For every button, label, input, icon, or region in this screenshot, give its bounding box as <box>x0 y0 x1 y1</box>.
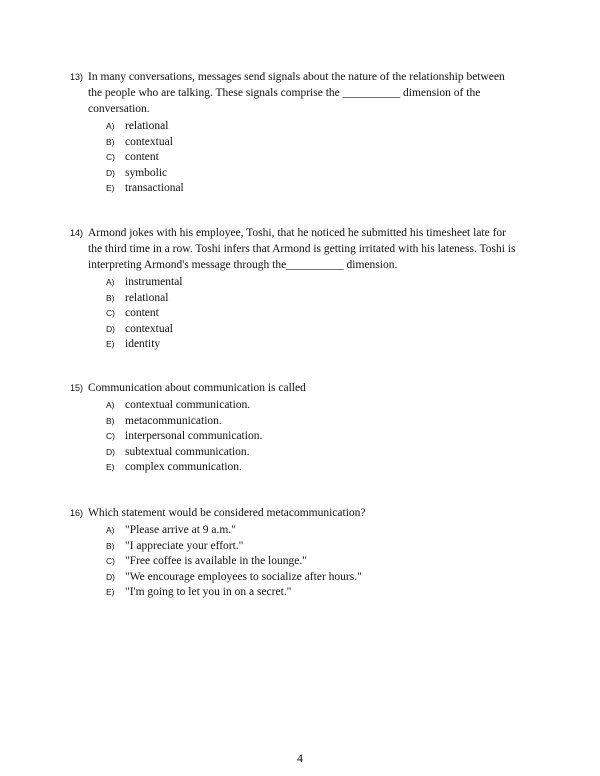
option-letter: B) <box>106 540 115 551</box>
option-text: "Please arrive at 9 a.m." <box>125 524 236 536</box>
option-text: metacommunication. <box>125 414 222 427</box>
option-e <box>70 585 520 601</box>
option-letter: C) <box>106 308 115 318</box>
option-text: content <box>125 307 159 319</box>
page-number: 4 <box>297 751 303 765</box>
question-line: Armond jokes with his employee, Toshi, that he noticed he submitted his timesheet late for <box>88 227 507 239</box>
option-letter: A) <box>106 121 115 131</box>
option-letter: D) <box>106 571 115 582</box>
option-letter: C) <box>106 431 115 441</box>
answer-options <box>70 398 520 476</box>
answer-options <box>70 119 520 197</box>
option-text: "We encourage employees to socialize after hours." <box>125 570 362 583</box>
option-text: contextual <box>125 322 173 335</box>
question-number: 16) <box>70 508 84 518</box>
option-b <box>70 539 520 555</box>
question-16 <box>70 505 520 601</box>
question-text <box>88 69 520 117</box>
option-text: "I appreciate your effort." <box>125 539 244 552</box>
option-letter: B) <box>106 415 115 426</box>
answer-options <box>70 275 520 353</box>
question-stem <box>70 380 520 396</box>
option-c <box>70 306 520 322</box>
question-text <box>88 225 520 273</box>
option-d <box>70 322 520 338</box>
option-text: identity <box>125 338 161 350</box>
option-c <box>70 150 520 166</box>
option-letter: C) <box>106 556 115 566</box>
option-text: "I'm going to let you in on a secret." <box>125 586 292 598</box>
option-text: transactional <box>125 182 184 194</box>
option-letter: B) <box>106 292 115 303</box>
option-b <box>70 291 520 307</box>
option-letter: D) <box>106 446 115 457</box>
option-letter: E) <box>106 183 115 193</box>
option-letter: E) <box>106 587 115 597</box>
question-14 <box>70 225 520 353</box>
question-line: the people who are talking. These signals comprise the __________ dimension of the <box>88 87 481 99</box>
option-letter: B) <box>106 136 115 147</box>
option-a <box>70 523 520 539</box>
option-b <box>70 414 520 430</box>
option-letter: D) <box>106 323 115 334</box>
question-stem <box>70 69 520 117</box>
option-e <box>70 460 520 476</box>
option-text: instrumental <box>125 276 183 288</box>
question-line: Communication about communication is called <box>88 382 306 394</box>
option-text: relational <box>125 120 169 132</box>
option-letter: E) <box>106 339 115 349</box>
option-a <box>70 119 520 135</box>
question-number: 14) <box>70 228 84 238</box>
question-line: the third time in a row. Toshi infers that Armond is getting irritated with his lateness. Toshi is <box>88 243 516 255</box>
option-e <box>70 337 520 353</box>
option-d <box>70 445 520 461</box>
question-15 <box>70 380 520 476</box>
question-text <box>88 380 520 396</box>
option-text: symbolic <box>125 166 168 179</box>
option-letter: A) <box>106 525 115 535</box>
option-text: complex communication. <box>125 461 242 473</box>
option-b <box>70 135 520 151</box>
question-line: conversation. <box>88 103 150 115</box>
question-line: In many conversations, messages send signals about the nature of the relationship between <box>88 71 505 83</box>
option-letter: A) <box>106 400 115 410</box>
question-number: 13) <box>70 72 84 82</box>
option-letter: D) <box>106 167 115 178</box>
option-d <box>70 166 520 182</box>
question-13 <box>70 69 520 197</box>
option-text: "Free coffee is available in the lounge." <box>125 555 307 567</box>
option-c <box>70 554 520 570</box>
option-d <box>70 570 520 586</box>
option-a <box>70 275 520 291</box>
question-line: Which statement would be considered metacommunication? <box>88 507 366 519</box>
question-number: 15) <box>70 383 84 393</box>
question-stem <box>70 225 520 273</box>
option-text: content <box>125 151 159 163</box>
option-text: contextual <box>125 135 173 148</box>
question-line: interpreting Armond's message through the__________ dimension. <box>88 259 398 271</box>
question-text <box>88 505 520 521</box>
option-c <box>70 429 520 445</box>
option-text: contextual communication. <box>125 399 251 411</box>
option-a <box>70 398 520 414</box>
option-text: interpersonal communication. <box>125 430 263 442</box>
option-letter: A) <box>106 277 115 287</box>
answer-options <box>70 523 520 601</box>
question-stem <box>70 505 520 521</box>
option-letter: E) <box>106 462 115 472</box>
option-text: relational <box>125 291 169 304</box>
option-e <box>70 181 520 197</box>
option-letter: C) <box>106 152 115 162</box>
option-text: subtextual communication. <box>125 445 250 458</box>
